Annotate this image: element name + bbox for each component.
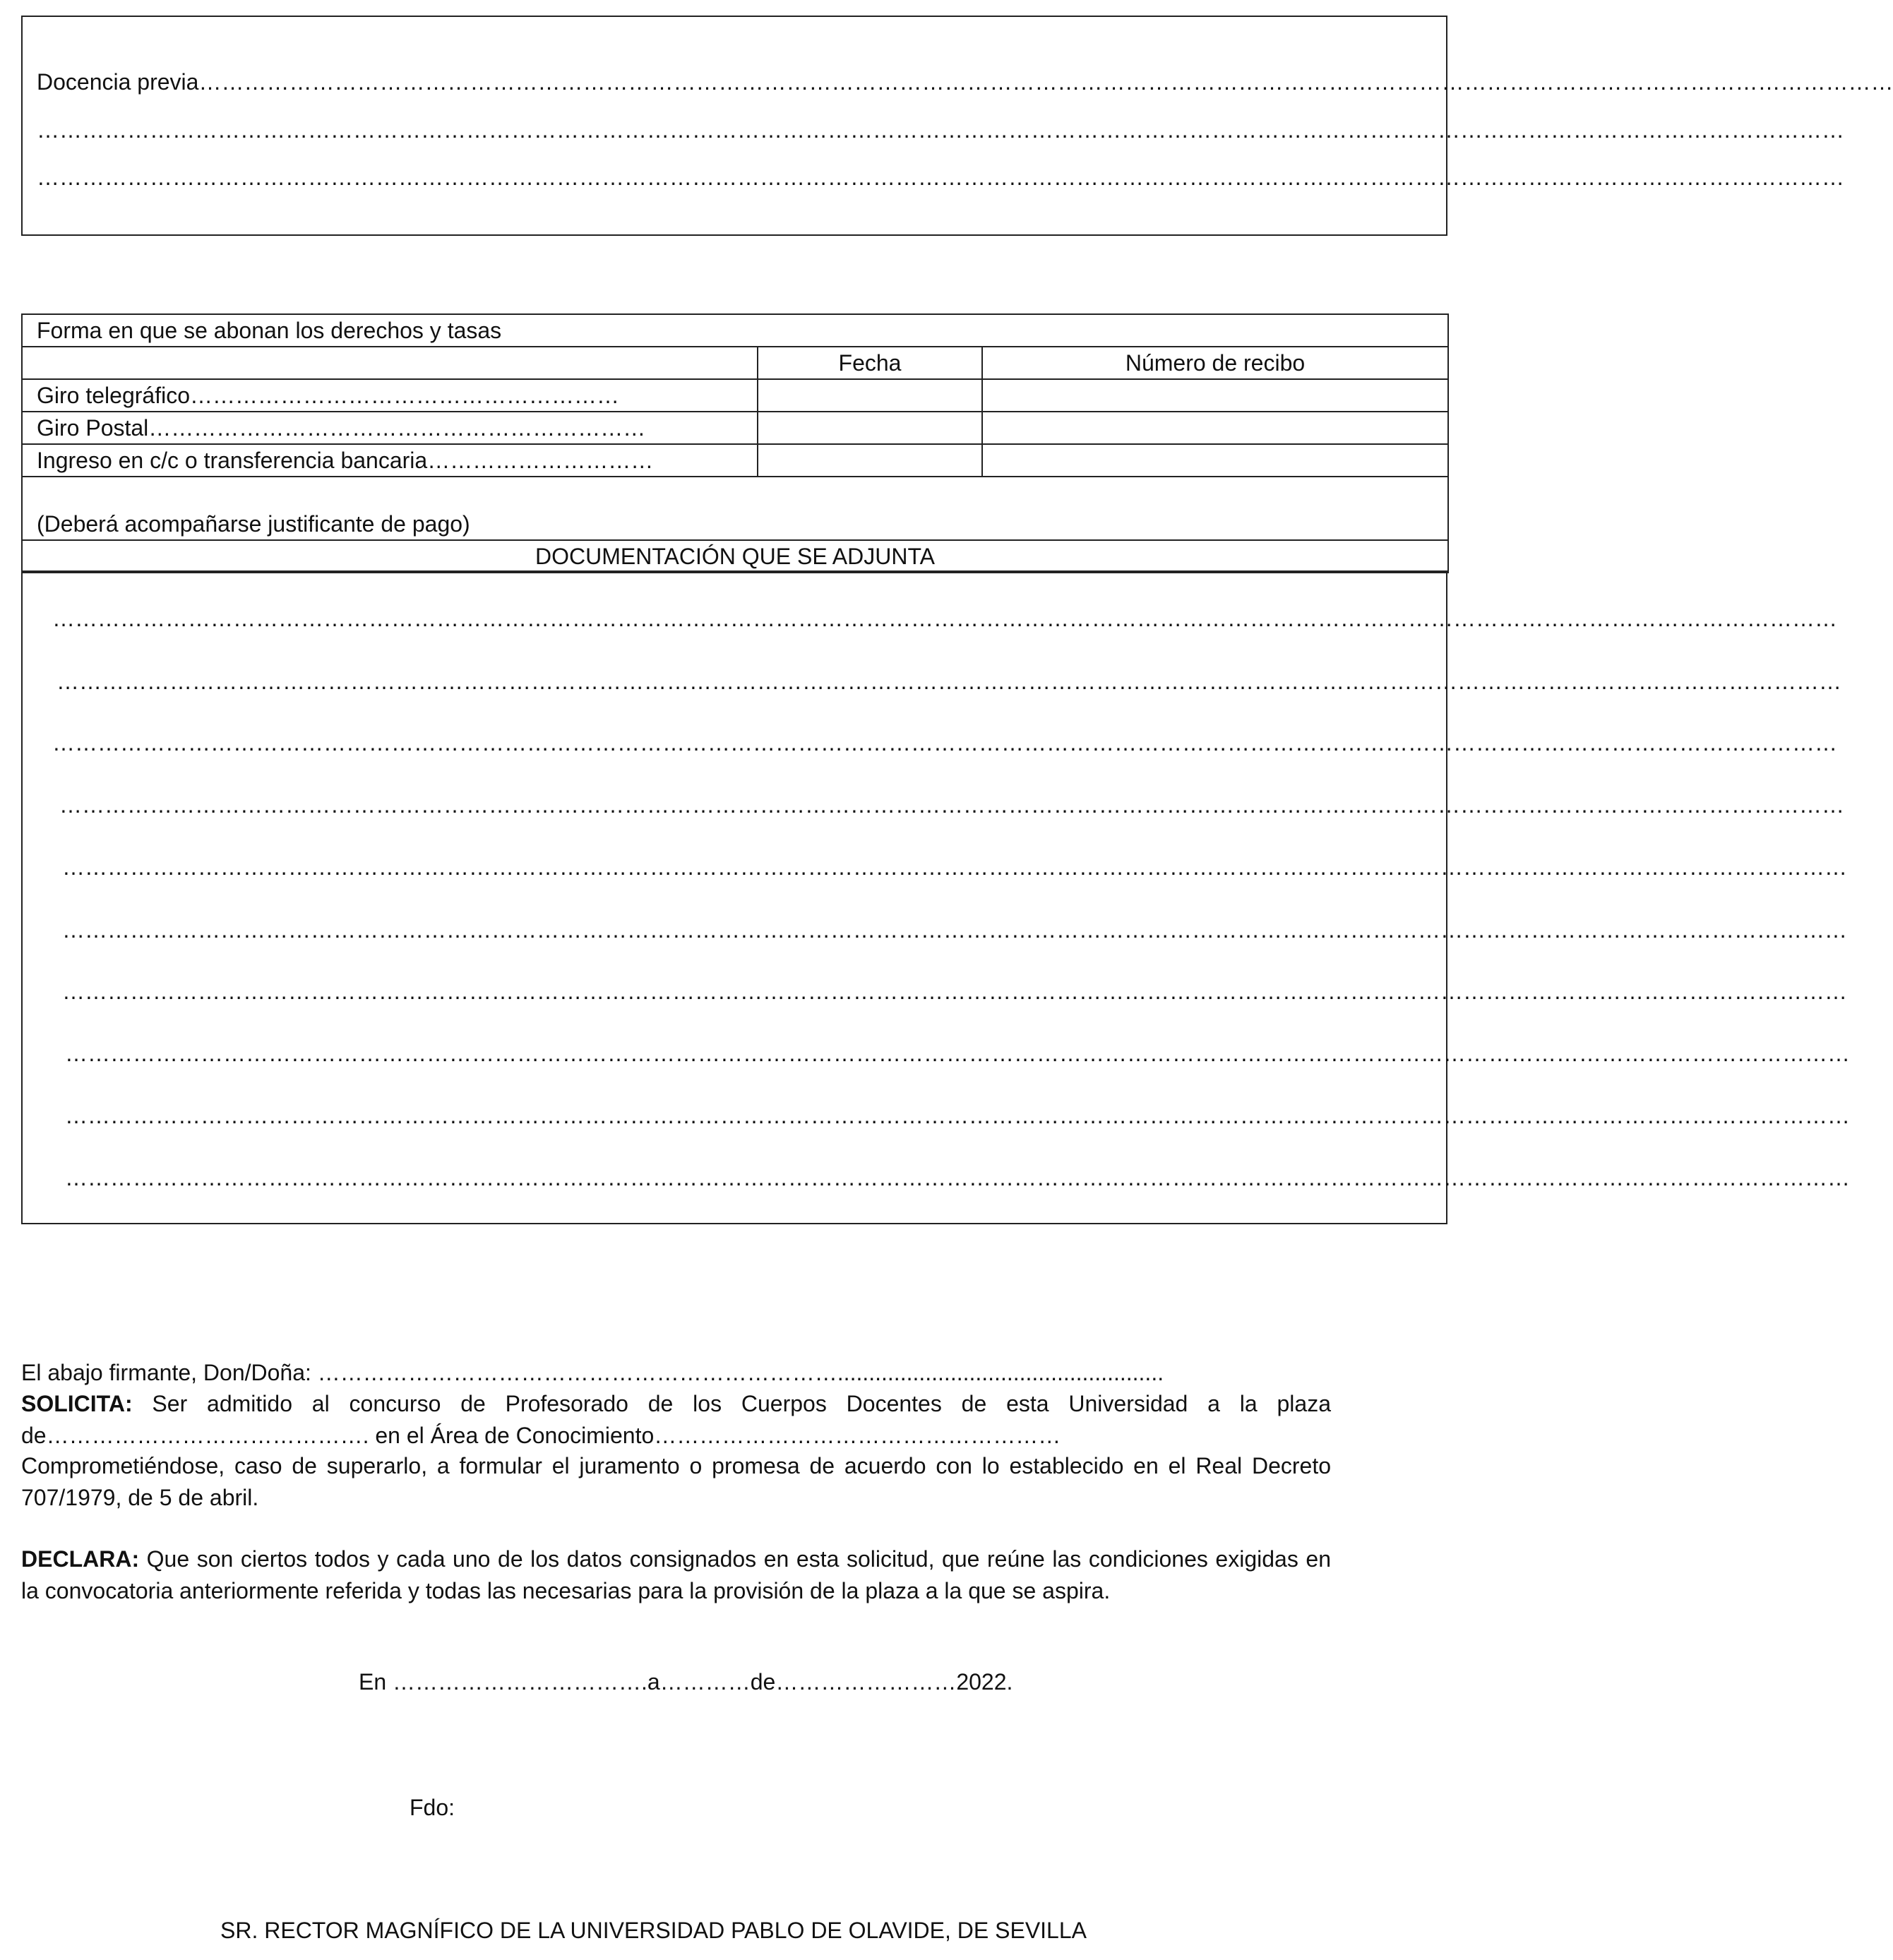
payment-row-ingreso-transferencia <box>22 444 1448 477</box>
solicita-label: SOLICITA: <box>21 1391 133 1416</box>
payment-table <box>21 313 1449 573</box>
payment-method-label: Giro Postal………………………………………………………… <box>22 412 758 444</box>
signature-label: Fdo: <box>410 1795 455 1820</box>
docencia-previa-line-3[interactable]: …………………………………………………………………………………………………………………………………………………………………………………………………………………… <box>37 165 1844 190</box>
payment-header-blank <box>22 347 758 379</box>
column-header-numero-recibo: Número de recibo <box>982 347 1448 379</box>
payment-title: Forma en que se abonan los derechos y tasas <box>22 314 1448 347</box>
documentation-line[interactable]: ………………………………………………………………………………………………………………………………………………………………………………………………………………… <box>56 669 1841 694</box>
documentation-line[interactable]: ………………………………………………………………………………………………………………………………………………………………………………………………………………… <box>52 606 1837 631</box>
docencia-previa-label: Docencia previa <box>37 69 199 95</box>
solicita-text: Ser admitido al concurso de Profesorado de los Cuerpos Docentes de esta Universidad a la plaza de……………………………………. en el Área de Conocimiento……………………………………………… <box>21 1391 1331 1448</box>
declara-label: DECLARA: <box>21 1546 140 1572</box>
docencia-previa-line-1[interactable] <box>37 68 1893 96</box>
documentation-line[interactable]: ………………………………………………………………………………………………………………………………………………………………………………………………………………… <box>65 1103 1850 1128</box>
payment-row-giro-postal <box>22 412 1448 444</box>
numero-recibo-field[interactable] <box>982 444 1448 477</box>
documentation-line[interactable]: ………………………………………………………………………………………………………………………………………………………………………………………………………………… <box>65 1165 1850 1190</box>
documentation-line[interactable]: ………………………………………………………………………………………………………………………………………………………………………………………………………………… <box>62 979 1847 1004</box>
firmante-line[interactable]: El abajo firmante, Don/Doña: …………………………………………………………….................................................... <box>21 1360 1164 1385</box>
documentation-box <box>21 570 1850 1224</box>
documentation-line[interactable]: ………………………………………………………………………………………………………………………………………………………………………………………………………………… <box>62 854 1847 880</box>
recipient-line: SR. RECTOR MAGNÍFICO DE LA UNIVERSIDAD PABLO DE OLAVIDE, DE SEVILLA <box>220 1918 1087 1943</box>
declara-text: Que son ciertos todos y cada uno de los datos consignados en esta solicitud, que reúne las condiciones exigidas en la convocatoria anteriormente referida y todas las necesarias para la provisión de la plaza a la que se aspira. <box>21 1546 1331 1603</box>
documentation-line[interactable]: ………………………………………………………………………………………………………………………………………………………………………………………………………………… <box>62 917 1847 943</box>
payment-method-label: Ingreso en c/c o transferencia bancaria………………………… <box>22 444 758 477</box>
numero-recibo-field[interactable] <box>982 412 1448 444</box>
payment-row-giro-telegrafico <box>22 379 1448 412</box>
numero-recibo-field[interactable] <box>982 379 1448 412</box>
column-header-fecha: Fecha <box>758 347 982 379</box>
solicita-paragraph <box>21 1388 1331 1452</box>
docencia-previa-box <box>21 16 1893 236</box>
place-date-line[interactable]: En …………………………….a…………de……………………2022. <box>359 1669 1013 1695</box>
payment-note-text: (Deberá acompañarse justificante de pago) <box>37 511 470 537</box>
docencia-previa-dots: ……………………………………………………………………………………………………………………………………………………………………………………………………… <box>198 69 1893 95</box>
fecha-field[interactable] <box>758 412 982 444</box>
documentation-line[interactable]: ………………………………………………………………………………………………………………………………………………………………………………………………………………… <box>52 730 1837 755</box>
declara-paragraph <box>21 1543 1331 1607</box>
docencia-previa-line-2[interactable]: …………………………………………………………………………………………………………………………………………………………………………………………………………………… <box>37 117 1844 143</box>
documentation-line[interactable]: ………………………………………………………………………………………………………………………………………………………………………………………………………………… <box>65 1041 1850 1066</box>
payment-method-label: Giro telegráfico………………………………………………… <box>22 379 758 412</box>
docs-header: DOCUMENTACIÓN QUE SE ADJUNTA <box>22 540 1448 573</box>
compromiso-paragraph: Comprometiéndose, caso de superarlo, a formular el juramento o promesa de acuerdo con lo establecido en el Real Decreto 707/1979, de 5 de abril. <box>21 1453 1331 1510</box>
documentation-line[interactable]: ………………………………………………………………………………………………………………………………………………………………………………………………………………… <box>59 792 1844 818</box>
fecha-field[interactable] <box>758 379 982 412</box>
fecha-field[interactable] <box>758 444 982 477</box>
payment-note <box>22 477 1448 540</box>
